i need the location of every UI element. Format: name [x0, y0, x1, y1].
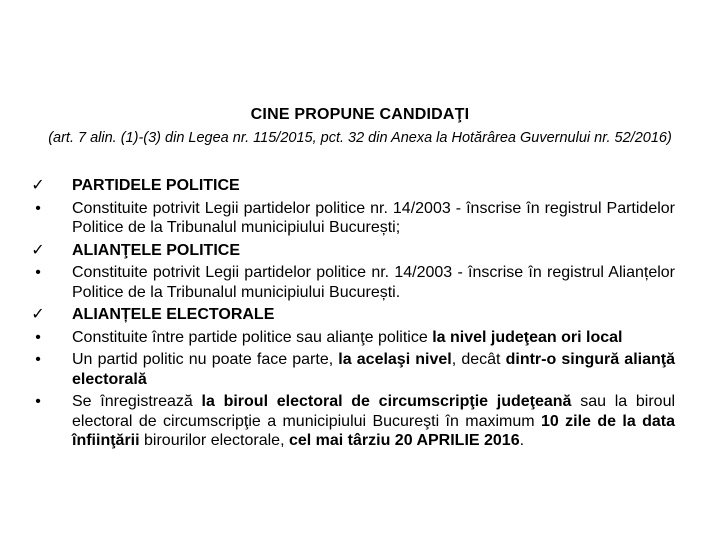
bullet-icon: •	[35, 393, 41, 410]
list-item-aliantele-electorale	[30, 305, 675, 325]
list-item-text: sau la biroul electoral de circumscripţie a municipiului Bucureşti în maximum	[72, 393, 676, 430]
list-item-emphasis: la acelaşi nivel	[338, 351, 452, 368]
slide-title: CINE PROPUNE CANDIDAŢI	[250, 106, 470, 123]
list-item	[30, 328, 675, 348]
list-item-emphasis: dintr-o singură alianţă electorală	[72, 351, 675, 388]
list-item-text: birourilor electorale,	[139, 432, 289, 449]
list-item-text: , decât	[451, 351, 506, 368]
list-item	[30, 263, 675, 302]
bullet-icon: •	[35, 328, 41, 346]
list-item-aliantele-politice	[30, 241, 675, 261]
list-item-text: Se înregistrează	[72, 393, 202, 410]
list-item-text: PARTIDELE POLITICE	[72, 177, 240, 194]
list-item-emphasis: 10 zile de la data înfiinţării	[72, 412, 676, 449]
content-list	[30, 176, 675, 454]
list-item-text: ALIANŢELE POLITICE	[72, 241, 240, 259]
list-item-text: Un partid politic nu poate face parte,	[72, 351, 339, 368]
list-item-text: Constituite potrivit Legii partidelor politice nr. 14/2003 - înscrise în registrul Alianțelor Politice de la Tribunalul municipiului București.	[72, 264, 675, 301]
list-item-text: Constituite potrivit Legii partidelor politice nr. 14/2003 - înscrise în registrul Partidelor Politice de la Tribunalul municipiului București;	[72, 199, 675, 236]
list-item	[30, 350, 675, 389]
list-item-text: Constituite între partide politice sau alianţe politice	[72, 328, 433, 346]
list-item-emphasis: la nivel judeţean ori local	[432, 328, 623, 346]
bullet-icon: •	[35, 264, 41, 281]
list-item-emphasis: la biroul electoral de circumscripţie judeţeană	[201, 393, 572, 410]
list-item-emphasis: cel mai târziu 20 APRILIE 2016	[288, 432, 520, 449]
check-icon: ✓	[31, 241, 45, 259]
list-item-text: ALIANȚELE ELECTORALE	[72, 306, 275, 323]
list-item-text: .	[519, 432, 525, 449]
check-icon: ✓	[31, 306, 45, 323]
list-item-partidele-politice	[30, 176, 675, 196]
bullet-icon: •	[35, 199, 41, 217]
check-icon: ✓	[31, 177, 45, 194]
list-item	[30, 199, 675, 238]
bullet-icon: •	[35, 351, 41, 368]
slide-subtitle: (art. 7 alin. (1)-(3) din Legea nr. 115/2015, pct. 32 din Anexa la Hotărârea Guvernului nr. 52/2016)	[48, 130, 672, 146]
list-item	[30, 392, 675, 451]
